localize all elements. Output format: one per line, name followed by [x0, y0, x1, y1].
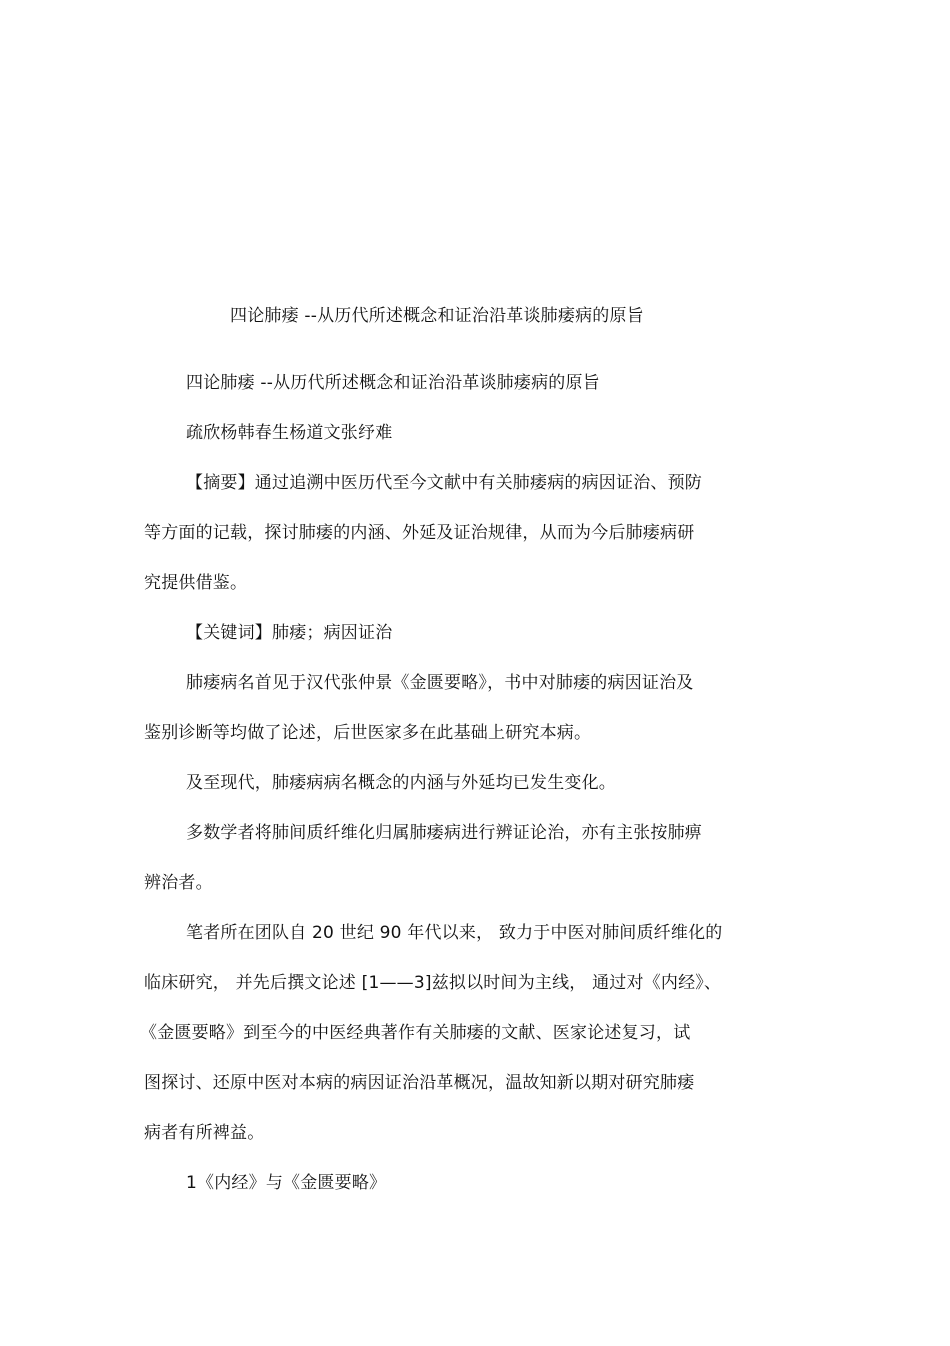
- heading-repeat: 四论肺痿 --从历代所述概念和证治沿革谈肺痿病的原旨: [186, 373, 600, 393]
- abstract-line-3: 究提供借鉴。: [144, 573, 248, 593]
- keywords-line: 【关键词】肺痿；病因证治: [186, 623, 393, 643]
- section-heading-1: 1《内经》与《金匮要略》: [186, 1173, 387, 1193]
- paragraph-4-line-4: 图探讨、还原中医对本病的病因证治沿革概况，温故知新以期对研究肺痿: [144, 1073, 695, 1093]
- paragraph-4-line-1: 笔者所在团队自 20 世纪 90 年代以来， 致力于中医对肺间质纤维化的: [186, 923, 723, 943]
- authors-line: 疏欣杨韩春生杨道文张纾难: [186, 423, 393, 443]
- paragraph-2: 及至现代，肺痿病病名概念的内涵与外延均已发生变化。: [186, 773, 616, 793]
- paragraph-3-line-2: 辨治者。: [144, 873, 213, 893]
- paragraph-1-line-1: 肺痿病名首见于汉代张仲景《金匮要略》，书中对肺痿的病因证治及: [186, 673, 694, 693]
- document-title: 四论肺痿 --从历代所述概念和证治沿革谈肺痿病的原旨: [230, 306, 644, 326]
- paragraph-4-line-2: 临床研究， 并先后撰文论述 [1——3]兹拟以时间为主线， 通过对《内经》、: [144, 973, 722, 993]
- abstract-line-1: 【摘要】通过追溯中医历代至今文献中有关肺痿病的病因证治、预防: [186, 473, 702, 493]
- paragraph-4-line-3: 《金匮要略》到至今的中医经典著作有关肺痿的文献、医家论述复习，试: [140, 1023, 691, 1043]
- abstract-line-2: 等方面的记载，探讨肺痿的内涵、外延及证治规律，从而为今后肺痿病研: [144, 523, 695, 543]
- paragraph-1-line-2: 鉴别诊断等均做了论述，后世医家多在此基础上研究本病。: [144, 723, 592, 743]
- paragraph-4-line-5: 病者有所裨益。: [144, 1123, 265, 1143]
- paragraph-3-line-1: 多数学者将肺间质纤维化归属肺痿病进行辨证论治，亦有主张按肺痹: [186, 823, 702, 843]
